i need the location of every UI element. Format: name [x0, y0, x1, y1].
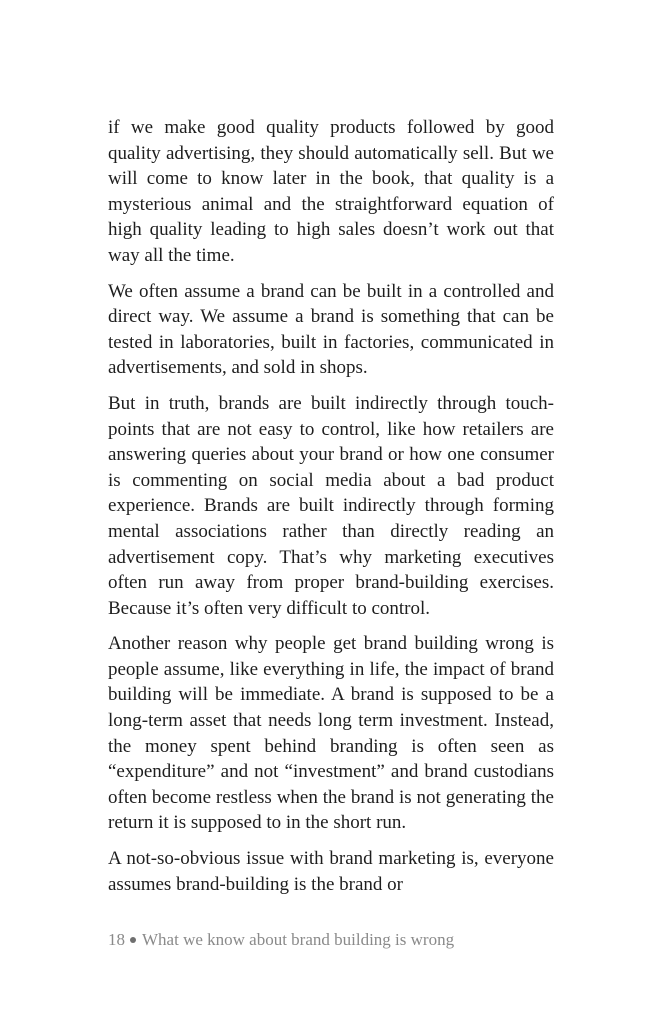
bullet-separator: [130, 937, 136, 943]
page-footer: [108, 930, 454, 950]
paragraph-2: We often assume a brand can be built in a controlled and direct way. We assume a brand is something that can be tested in laboratories, built in factories, communicated in advertisements, and sold in shops.: [108, 280, 554, 379]
paragraph-3: But in truth, brands are built indirectly through touch-points that are not easy to control, like how retailers are answering queries about your brand or how one consumer is commenting on social media about a bad product experience. Brands are built indirectly through forming mental associations rather than directly reading an advertisement copy. That’s why marketing executives often run away from proper brand-building exercises. Because it’s often very difficult to control.: [108, 392, 554, 619]
body-text: [108, 115, 554, 907]
paragraph-1: if we make good quality products followed by good quality advertising, they should automatically sell. But we will come to know later in the book, that quality is a mysterious animal and the straightforward equation of high quality leading to high sales doesn’t work out that way all the time.: [108, 117, 554, 266]
running-title: What we know about brand building is wrong: [142, 930, 455, 949]
paragraph-4: Another reason why people get brand building wrong is people assume, like everything in life, the impact of brand building will be immediate. A brand is supposed to be a long-term asset that needs long term investment. Instead, the money spent behind branding is often seen as “expenditure” and not “investment” and brand custodians often become restless when the brand is not generating the return it is supposed to in the short run.: [108, 633, 554, 834]
paragraph-5: A not-so-obvious issue with brand marketing is, everyone assumes brand-building is the brand or: [108, 848, 554, 895]
page-number: 18: [108, 930, 125, 949]
